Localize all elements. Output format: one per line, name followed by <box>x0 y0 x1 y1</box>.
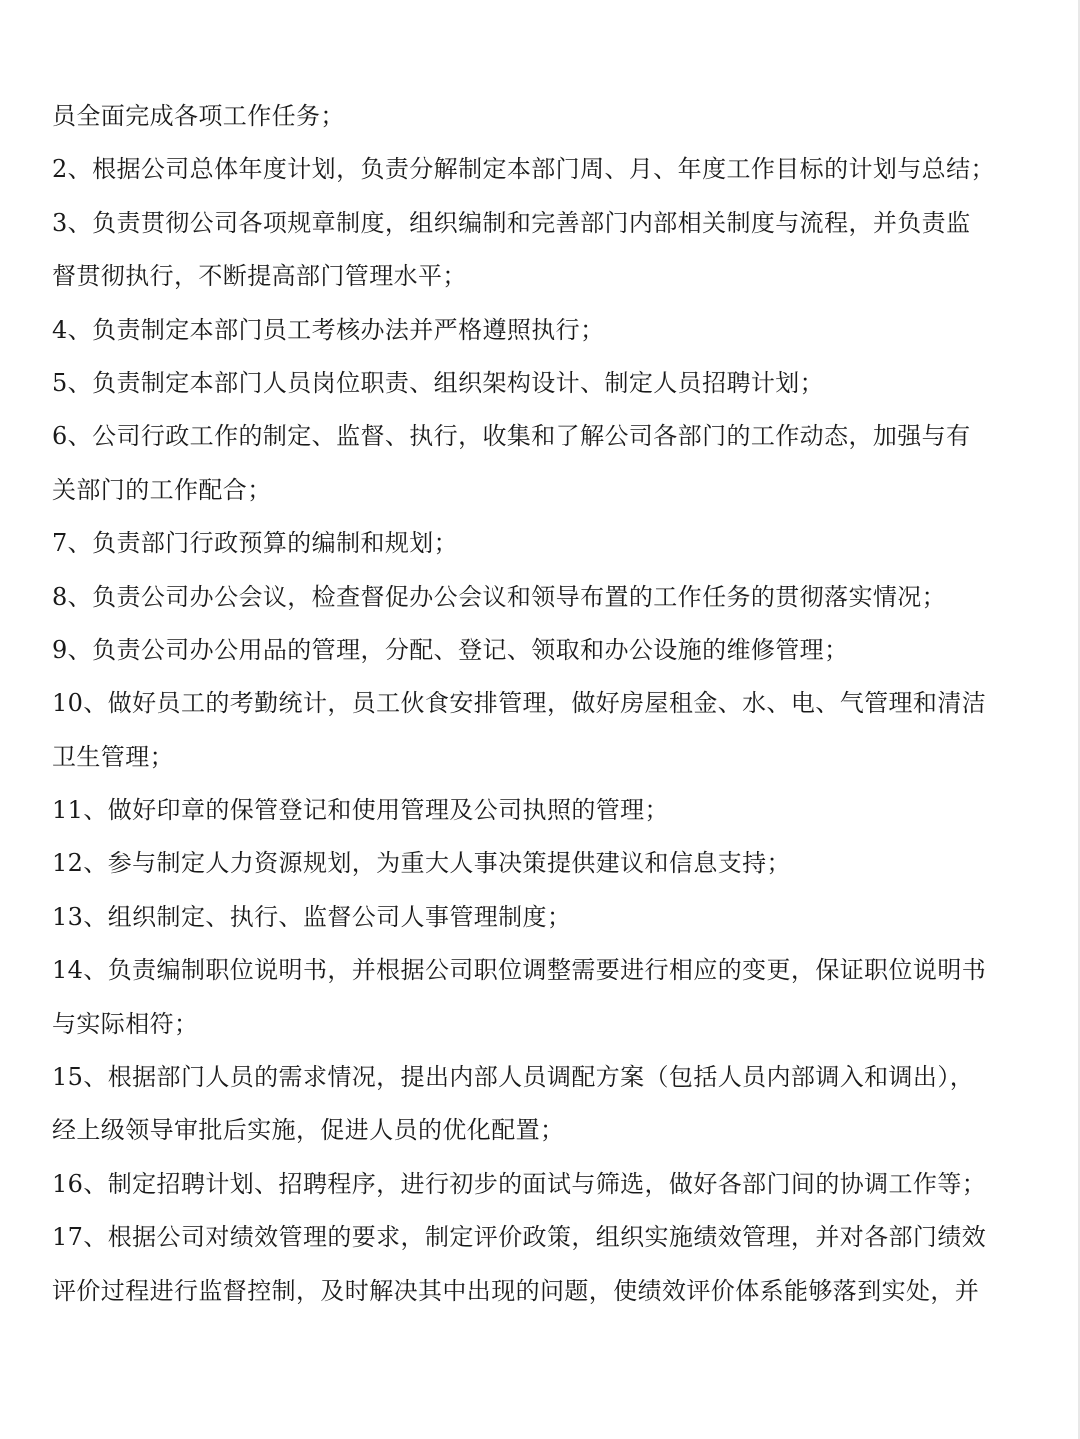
text-line: 6、公司行政工作的制定、监督、执行，收集和了解公司各部门的工作动态，加强与有 <box>52 422 971 451</box>
text-line: 评价过程进行监督控制，及时解决其中出现的问题，使绩效评价体系能够落到实处，并 <box>52 1276 980 1305</box>
text-line: 8、负责公司办公会议，检查督促办公会议和领导布置的工作任务的贯彻落实情况； <box>52 582 947 611</box>
text-line: 17、根据公司对绩效管理的要求，制定评价政策，组织实施绩效管理，并对各部门绩效 <box>52 1223 987 1252</box>
text-line: 5、负责制定本部门人员岗位职责、组织架构设计、制定人员招聘计划； <box>52 368 825 397</box>
text-line: 11、做好印章的保管登记和使用管理及公司执照的管理； <box>52 796 669 825</box>
text-line: 13、组织制定、执行、监督公司人事管理制度； <box>52 902 572 931</box>
document-body <box>52 90 1012 1318</box>
text-line: 关部门的工作配合； <box>52 475 272 504</box>
text-line: 员全面完成各项工作任务； <box>52 102 345 130</box>
text-line: 与实际相符； <box>52 1009 199 1038</box>
text-line: 卫生管理； <box>52 742 174 771</box>
text-line: 4、负责制定本部门员工考核办法并严格遵照执行； <box>52 315 605 344</box>
text-line: 16、制定招聘计划、招聘程序，进行初步的面试与筛选，做好各部门间的协调工作等； <box>52 1169 987 1198</box>
text-line: 经上级领导审批后实施，促进人员的优化配置； <box>52 1116 565 1145</box>
text-line: 2、根据公司总体年度计划，负责分解制定本部门周、月、年度工作目标的计划与总结； <box>52 155 995 184</box>
text-line: 10、做好员工的考勤统计，员工伙食安排管理，做好房屋租金、水、电、气管理和清洁 <box>52 689 987 718</box>
text-line: 7、负责部门行政预算的编制和规划； <box>52 529 459 558</box>
text-line: 3、负责贯彻公司各项规章制度，组织编制和完善部门内部相关制度与流程，并负责监 <box>52 208 971 237</box>
text-line: 9、负责公司办公用品的管理，分配、登记、领取和办公设施的维修管理； <box>52 635 849 664</box>
text-line: 14、负责编制职位说明书，并根据公司职位调整需要进行相应的变更，保证职位说明书 <box>52 956 987 985</box>
text-line: 12、参与制定人力资源规划，为重大人事决策提供建议和信息支持； <box>52 849 791 878</box>
text-line: 督贯彻执行，不断提高部门管理水平； <box>52 262 467 291</box>
text-line: 15、根据部门人员的需求情况，提出内部人员调配方案（包括人员内部调入和调出）， <box>52 1063 975 1092</box>
